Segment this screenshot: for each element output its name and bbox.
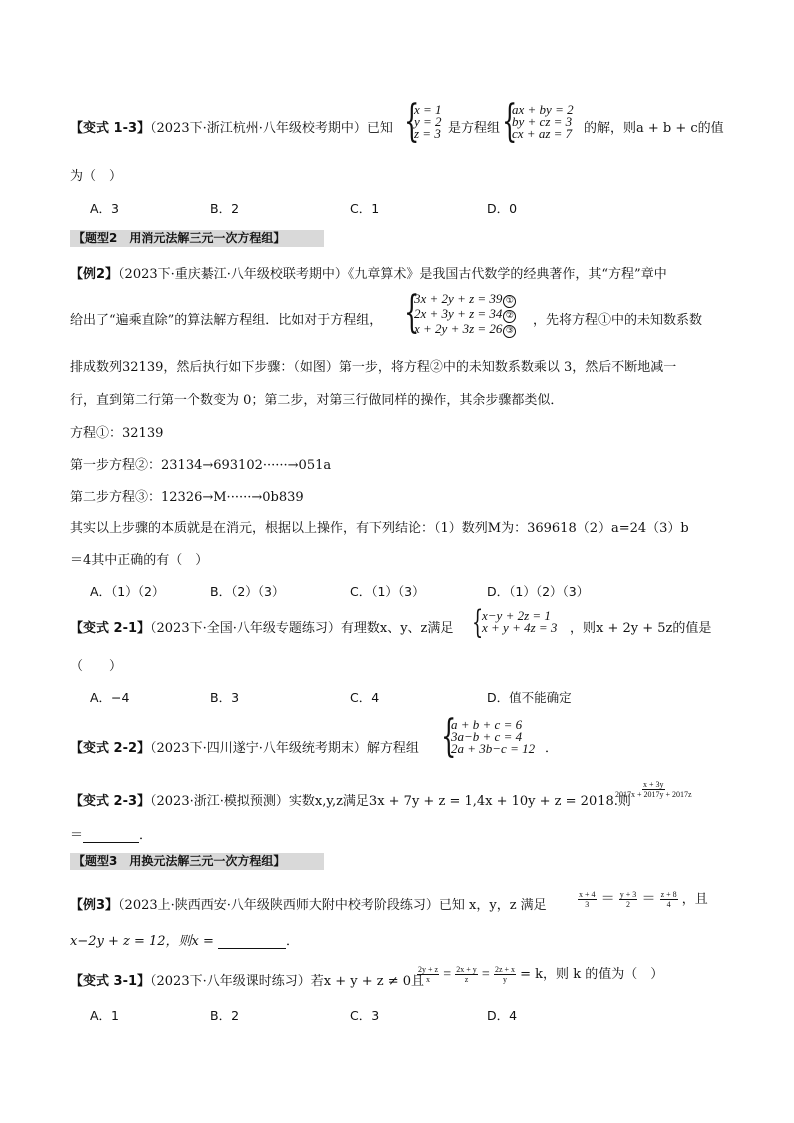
question-tag: 【变式 2-1】: [70, 621, 151, 636]
equation-system: [441, 711, 536, 762]
example-text: （2023下·重庆綦江·八年级校联考期中）《九章算术》是我国古代数学的经典著作，其“方程”章中: [118, 267, 667, 282]
question-tag: 【变式 3-1】: [70, 974, 151, 989]
equation-line: x−y + 2z = 1: [482, 608, 551, 623]
option-b: B．2: [210, 1008, 240, 1023]
circled-number-icon: ①: [503, 295, 516, 308]
option-d: D．4: [487, 1008, 518, 1023]
answer-blank[interactable]: [218, 935, 286, 949]
equation-line: a + b + c = 6: [451, 717, 523, 732]
question-text: （2023·浙江·模拟预测）实数x,y,z满足3x + 7y + z = 1,4x + 10y + z = 2018.则: [150, 794, 631, 809]
equation-line: x + y + 4z = 3: [482, 620, 558, 635]
example3-line1: [70, 894, 547, 913]
question-source: （2023下·浙江杭州·八年级校考期中）已知: [150, 121, 393, 136]
example2-line8: 其实以上步骤的本质就是在消元，根据以上操作，有下列结论：（1）数列M为：369618（2）a=24（3）b: [70, 521, 689, 536]
brace-icon: {: [441, 711, 457, 762]
equation-line: x = 1: [414, 102, 442, 117]
brace-icon: {: [404, 287, 420, 338]
equation-line: x + 2y + 3z = 26 ③: [414, 323, 516, 338]
option-b: B．3: [210, 690, 240, 705]
option-a: A．（1）（2）: [90, 584, 165, 599]
option-a: A．3: [90, 201, 120, 216]
section-heading-type3: 【题型3 用换元法解三元一次方程组】: [70, 853, 324, 870]
equation-line: 3a−b + c = 4: [451, 729, 523, 744]
example2-line9: ＝4其中正确的有（ ）: [70, 553, 209, 568]
question-v3-1-line1: [70, 970, 424, 989]
example-tag: 【例2】: [70, 267, 119, 282]
option-c: C．4: [350, 690, 380, 705]
example2-line2-post: ，先将方程①中的未知数系数: [533, 313, 703, 328]
example2-step2: 第二步方程③：12326→M······→0b839: [70, 490, 304, 505]
question-tag: 【变式 2-2】: [70, 741, 151, 756]
question-tail: ，则x + 2y + 5z的值是: [570, 621, 712, 636]
example2-line3: 排成数列32139，然后执行如下步骤：（如图）第一步，将方程②中的未知数系数乘以 3，然后不断地减一: [70, 360, 677, 375]
option-c: C．1: [350, 201, 380, 216]
equation-line: 2a + 3b−c = 12: [451, 741, 536, 756]
question-source: （2023下·全国·八年级专题练习）有理数x、y、z满足: [150, 621, 454, 636]
equation-line: by + cz = 3: [512, 114, 573, 129]
option-d: D．0: [487, 201, 518, 216]
option-a: A．1: [90, 1008, 120, 1023]
equation-system: [404, 287, 516, 338]
equation-line: ax + by = 2: [512, 102, 574, 117]
option-c: C．（1）（3）: [350, 584, 425, 599]
equation-system: [472, 603, 558, 641]
section-heading-type2: 【题型2 用消元法解三元一次方程组】: [70, 230, 324, 247]
question-line2: 为（ ）: [70, 169, 123, 184]
option-c: C．3: [350, 1008, 380, 1023]
equation-line: cx + az = 7: [512, 126, 573, 141]
circled-number-icon: ②: [503, 310, 516, 323]
equation-line: 2x + 3y + z = 34 ②: [414, 308, 516, 323]
brace-icon: {: [502, 96, 518, 147]
example2-line2: 给出了“遍乘直除”的算法解方程组．比如对于方程组，: [70, 313, 383, 328]
question-tag: 【变式 2-3】: [70, 794, 151, 809]
solution-system: [404, 96, 442, 147]
equation-line: 3x + 2y + z = 39 ①: [414, 293, 516, 308]
question-v2-1-line1: [70, 617, 453, 636]
fraction-numerator: x + 3y: [643, 780, 664, 789]
option-b: B．2: [210, 201, 240, 216]
equation-system: [502, 96, 574, 147]
example2-line1: [70, 263, 667, 282]
brace-icon: {: [472, 603, 484, 641]
question-source: （2023下·八年级课时练习）若x + y + z ≠ 0且: [150, 974, 424, 989]
question-tail: ．: [545, 741, 559, 756]
question-v1-3-line1: [70, 117, 393, 136]
question-v2-3-line1: [70, 790, 631, 809]
fraction-chain: $\frac{x + 4}{3}$ ＝ $\frac{y + 3}{2}$ ＝ $\frac{z + 8}{4}$ ，且: [579, 890, 708, 909]
example3-line2: x−2y + z = 12，则x = ．: [70, 934, 300, 949]
brace-icon: {: [404, 96, 420, 147]
question-line2: ＝ ．: [70, 828, 153, 843]
option-d: D．（1）（2）（3）: [487, 584, 590, 599]
question-source: （2023下·四川遂宁·八年级统考期末）解方程组: [150, 741, 419, 756]
example-tag: 【例3】: [70, 898, 119, 913]
answer-blank[interactable]: [83, 829, 139, 843]
option-a: A．−4: [90, 690, 130, 705]
question-tag: 【变式 1-3】: [70, 121, 151, 136]
circled-number-icon: ③: [503, 325, 516, 338]
equation-line: y = 2: [414, 114, 442, 129]
question-line2: （ ）: [70, 659, 123, 674]
question-tail: 的解，则a + b + c的值: [584, 121, 724, 136]
question-v2-2-line1: [70, 737, 419, 756]
equation-line: z = 3: [414, 126, 441, 141]
option-b: B．（2）（3）: [210, 584, 285, 599]
connector-text: 是方程组: [448, 121, 501, 136]
example2-line4: 行，直到第二行第一个数变为 0；第二步，对第三行做同样的操作，其余步骤都类似．: [70, 393, 564, 408]
example2-step0: 方程①：32139: [70, 426, 164, 441]
example-text: （2023上·陕西西安·八年级陕西师大附中校考阶段练习）已知 x，y，z 满足: [118, 898, 547, 913]
fraction-chain: $\frac{2y + z}{x}$ = $\frac{2x + y}{z}$ = $\frac{2z + x}{y}$ = k，则 k 的值为（ ）: [418, 965, 664, 984]
example2-step1: 第一步方程②：23134→693102······→051a: [70, 458, 332, 473]
fraction: [615, 780, 692, 799]
fraction-denominator: 2017x + 2017y + 2017z: [615, 790, 692, 799]
option-d: D．值不能确定: [487, 690, 572, 705]
